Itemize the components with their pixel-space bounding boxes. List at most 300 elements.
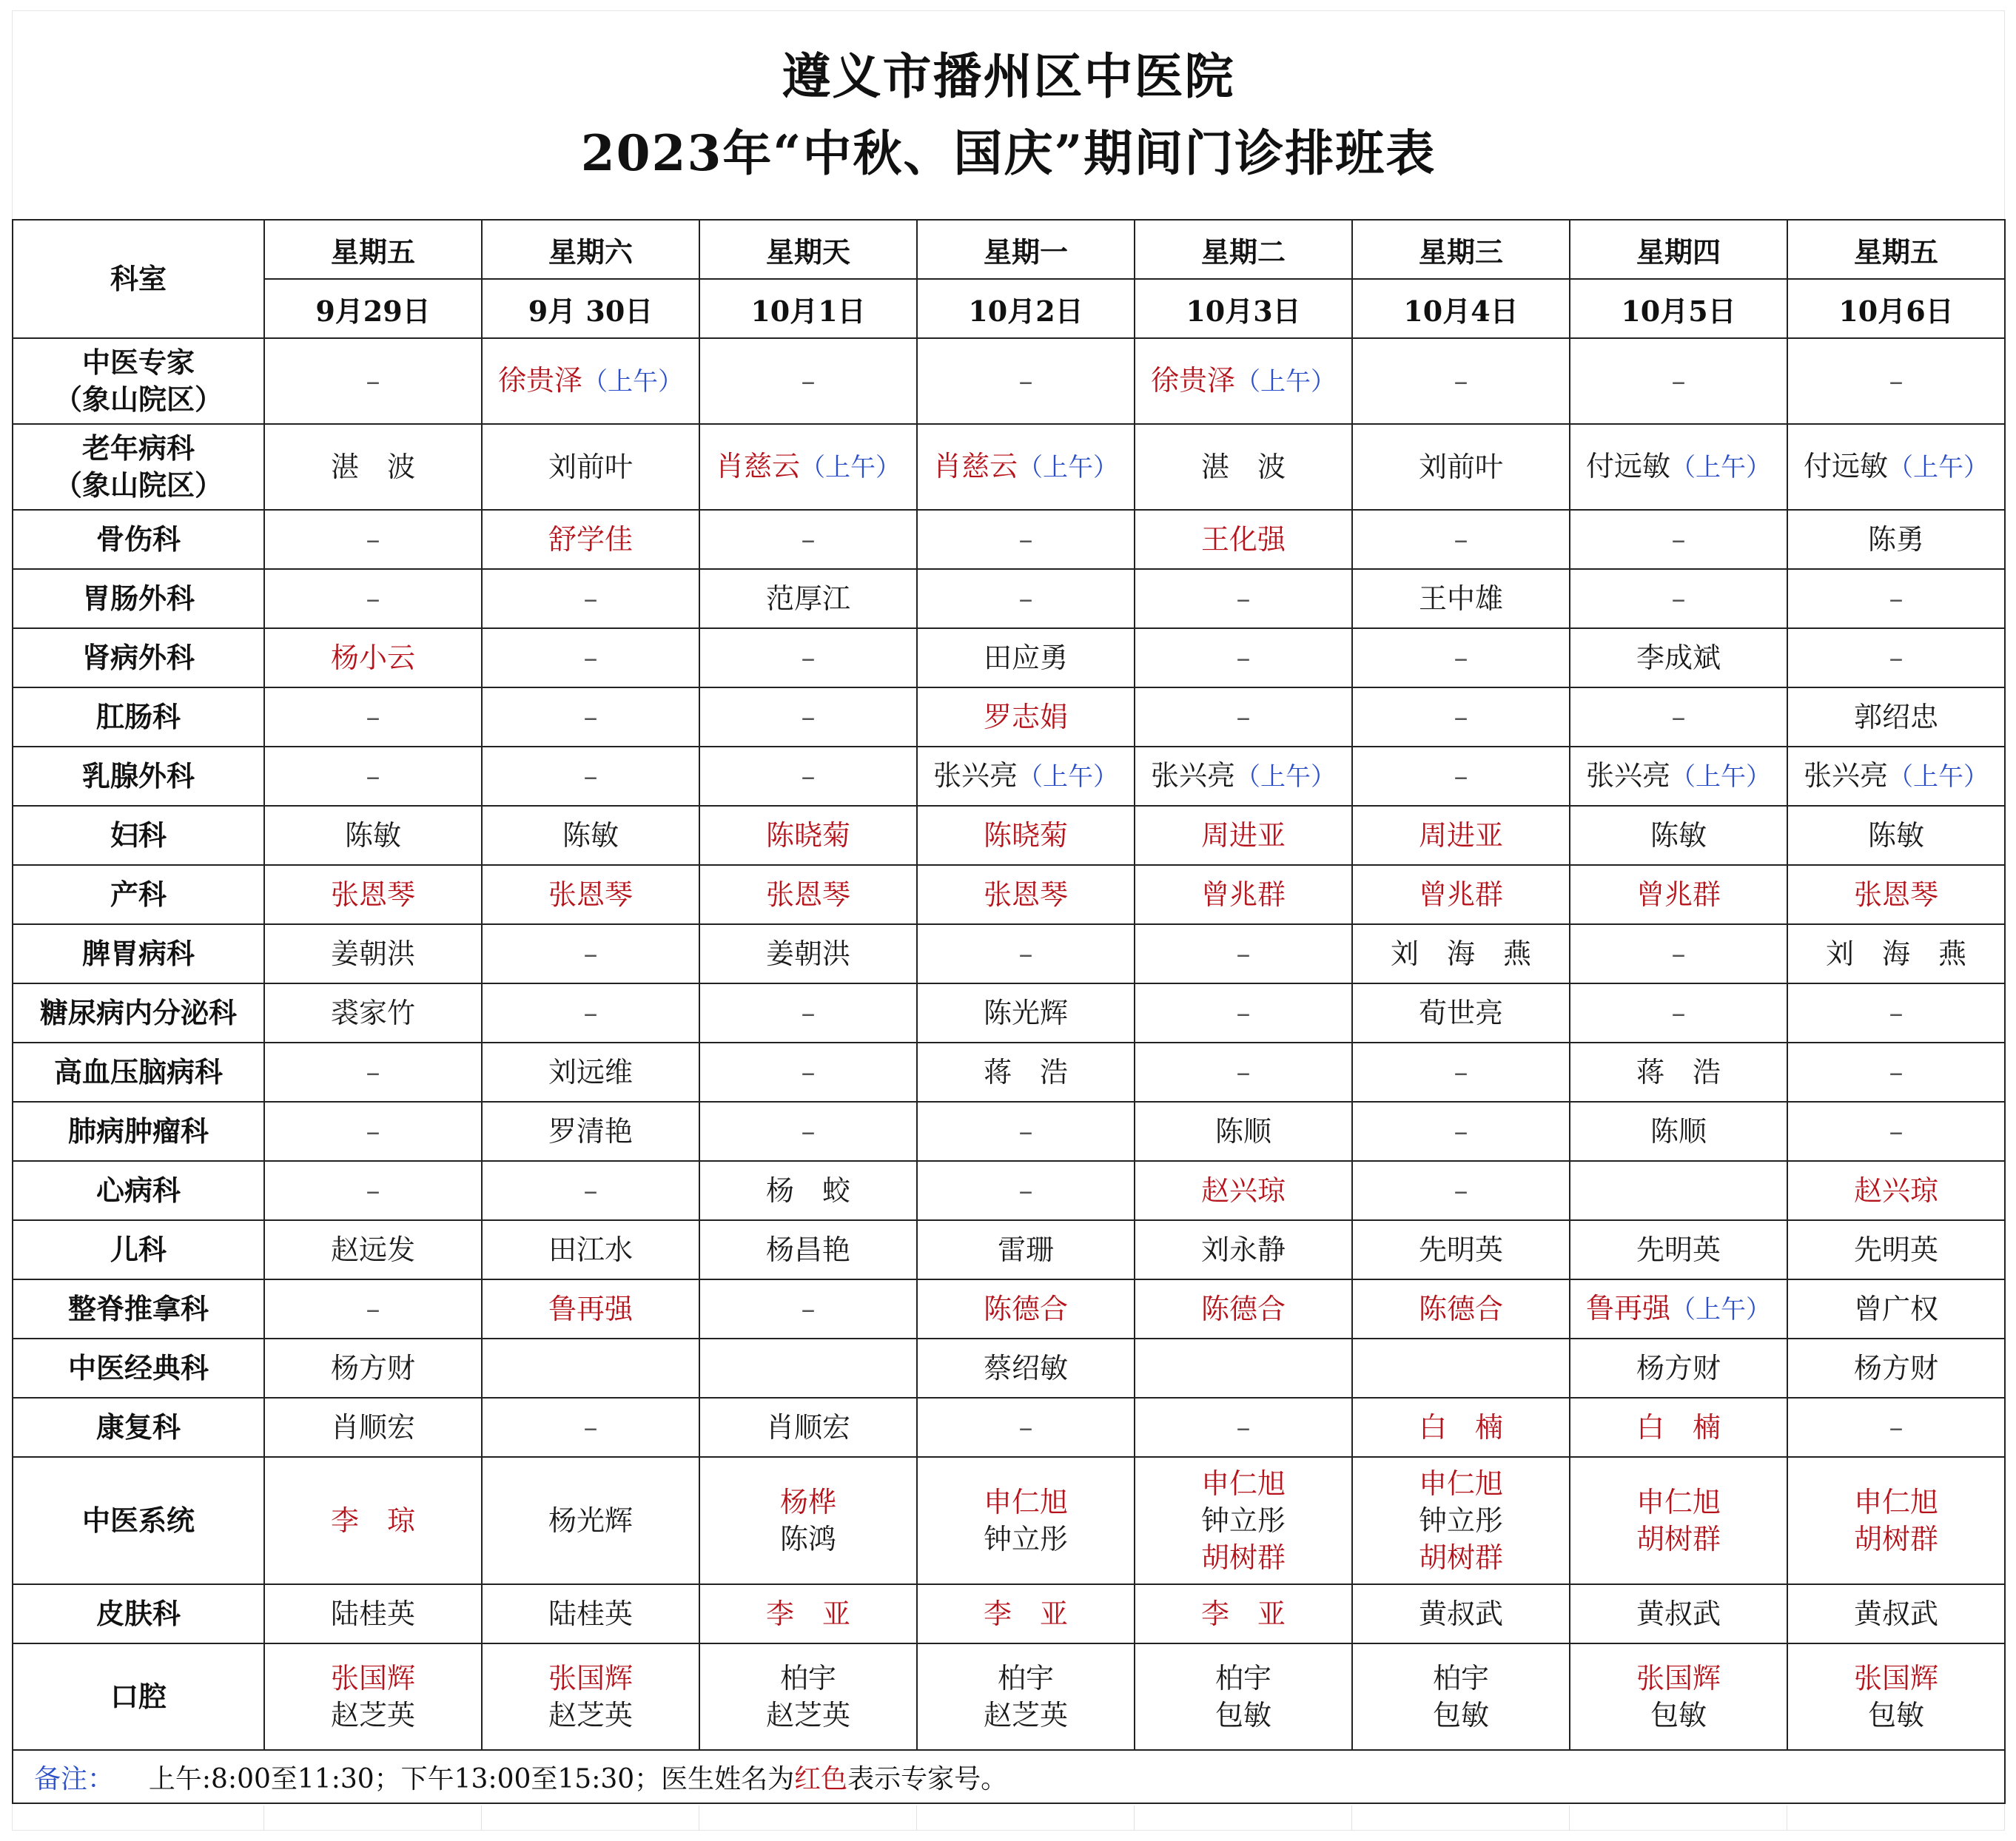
doctor-entry bbox=[1868, 521, 1924, 558]
schedule-cell[interactable] bbox=[482, 628, 699, 687]
schedule-cell[interactable] bbox=[1135, 747, 1352, 806]
schedule-cell[interactable] bbox=[699, 1220, 917, 1279]
schedule-cell[interactable] bbox=[1570, 1643, 1787, 1750]
schedule-cell[interactable] bbox=[1570, 806, 1787, 865]
schedule-cell[interactable] bbox=[917, 569, 1135, 628]
doctor-entry bbox=[331, 1350, 415, 1387]
schedule-cell[interactable] bbox=[917, 1220, 1135, 1279]
schedule-cell[interactable] bbox=[1787, 747, 2005, 806]
weekday-header[interactable]: 星期五 bbox=[264, 220, 482, 279]
schedule-cell[interactable] bbox=[482, 1161, 699, 1220]
schedule-cell[interactable] bbox=[699, 1102, 917, 1161]
schedule-cell[interactable] bbox=[1135, 1279, 1352, 1339]
doctor-entry bbox=[984, 639, 1068, 676]
schedule-cell[interactable] bbox=[482, 747, 699, 806]
doctor-name: 陆桂英 bbox=[330, 1598, 415, 1630]
doctor-name: 杨 蛟 bbox=[765, 1174, 850, 1207]
schedule-cell[interactable] bbox=[917, 510, 1135, 569]
schedule-cell[interactable] bbox=[1135, 865, 1352, 924]
no-clinic-dash: – bbox=[1018, 1174, 1033, 1207]
schedule-cell[interactable] bbox=[1787, 1220, 2005, 1279]
schedule-cell[interactable] bbox=[1787, 424, 2005, 510]
schedule-cell[interactable] bbox=[1352, 983, 1570, 1043]
schedule-cell[interactable] bbox=[917, 628, 1135, 687]
schedule-cell[interactable] bbox=[1352, 424, 1570, 510]
dept-cell[interactable] bbox=[13, 983, 264, 1043]
schedule-cell[interactable] bbox=[264, 865, 482, 924]
schedule-cell[interactable] bbox=[1135, 806, 1352, 865]
no-clinic-dash: – bbox=[1236, 997, 1251, 1029]
schedule-cell[interactable] bbox=[1135, 1220, 1352, 1279]
schedule-cell[interactable] bbox=[699, 687, 917, 747]
doctor-entry bbox=[1201, 817, 1286, 854]
doctor-entry bbox=[548, 1502, 633, 1539]
doctor-name: 申仁旭 bbox=[1636, 1486, 1721, 1518]
gridline bbox=[916, 1805, 917, 1831]
schedule-cell[interactable] bbox=[482, 1398, 699, 1457]
schedule-cell[interactable] bbox=[917, 747, 1135, 806]
weekday-header[interactable]: 星期三 bbox=[1352, 220, 1570, 279]
schedule-cell[interactable] bbox=[1787, 1584, 2005, 1643]
schedule-cell[interactable] bbox=[482, 1339, 699, 1398]
schedule-cell[interactable] bbox=[264, 1043, 482, 1102]
doctor-name: 曾兆群 bbox=[1636, 878, 1721, 911]
schedule-cell[interactable] bbox=[264, 424, 482, 510]
schedule-cell[interactable] bbox=[264, 687, 482, 747]
schedule-cell[interactable] bbox=[1787, 1643, 2005, 1750]
schedule-cell[interactable] bbox=[1570, 628, 1787, 687]
doctor-name: 陈敏 bbox=[344, 819, 401, 852]
schedule-cell[interactable] bbox=[482, 924, 699, 983]
remark-cell[interactable] bbox=[13, 1750, 2005, 1803]
schedule-cell[interactable] bbox=[699, 924, 917, 983]
schedule-cell[interactable] bbox=[1570, 924, 1787, 983]
schedule-cell[interactable] bbox=[264, 510, 482, 569]
schedule-cell[interactable] bbox=[1570, 1457, 1787, 1584]
doctor-name: 张国辉 bbox=[548, 1662, 633, 1694]
schedule-cell[interactable] bbox=[699, 510, 917, 569]
doctor-entry bbox=[1854, 1172, 1938, 1209]
dept-label: 中医专家 bbox=[81, 346, 195, 379]
schedule-cell[interactable] bbox=[1570, 1279, 1787, 1339]
schedule-cell[interactable] bbox=[1135, 510, 1352, 569]
doctor-entry bbox=[1237, 699, 1251, 736]
schedule-cell[interactable] bbox=[917, 1584, 1135, 1643]
schedule-cell[interactable] bbox=[917, 806, 1135, 865]
dept-cell[interactable] bbox=[13, 865, 264, 924]
doctor-entry bbox=[1636, 1054, 1721, 1091]
doctor-name: 陈顺 bbox=[1650, 1115, 1707, 1148]
no-clinic-dash: – bbox=[1454, 523, 1468, 556]
gridline bbox=[1351, 1805, 1352, 1831]
date-header[interactable]: 10月6日 bbox=[1787, 279, 2005, 338]
schedule-cell[interactable] bbox=[1570, 687, 1787, 747]
schedule-cell[interactable] bbox=[1352, 569, 1570, 628]
schedule-cell[interactable] bbox=[1787, 628, 2005, 687]
schedule-cell[interactable] bbox=[1570, 1584, 1787, 1643]
schedule-cell[interactable] bbox=[1352, 1220, 1570, 1279]
doctor-name: 姜朝洪 bbox=[330, 938, 415, 970]
schedule-cell[interactable] bbox=[1135, 983, 1352, 1043]
schedule-table bbox=[12, 219, 2006, 1804]
weekday-header[interactable]: 星期五 bbox=[1787, 220, 2005, 279]
doctor-entry bbox=[1854, 1660, 1938, 1697]
schedule-cell[interactable] bbox=[1352, 747, 1570, 806]
schedule-cell[interactable] bbox=[264, 983, 482, 1043]
schedule-cell[interactable] bbox=[699, 1643, 917, 1750]
schedule-cell[interactable] bbox=[1787, 1161, 2005, 1220]
dept-cell[interactable] bbox=[13, 1643, 264, 1750]
doctor-entry bbox=[780, 1660, 836, 1697]
doctor-name: 黄叔武 bbox=[1636, 1598, 1721, 1630]
doctor-entry bbox=[1889, 1054, 1904, 1091]
schedule-cell[interactable] bbox=[917, 1643, 1135, 1750]
doctor-entry bbox=[1215, 1660, 1271, 1697]
schedule-cell[interactable] bbox=[264, 569, 482, 628]
schedule-cell[interactable] bbox=[482, 1457, 699, 1584]
schedule-cell[interactable] bbox=[917, 1339, 1135, 1398]
dept-label: 皮肤科 bbox=[95, 1597, 181, 1630]
dept-cell[interactable] bbox=[13, 1161, 264, 1220]
schedule-cell[interactable] bbox=[264, 1457, 482, 1584]
no-clinic-dash: – bbox=[583, 760, 598, 792]
doctor-name: 张恩琴 bbox=[983, 878, 1068, 911]
schedule-cell[interactable] bbox=[917, 687, 1135, 747]
date-header[interactable]: 10月4日 bbox=[1352, 279, 1570, 338]
schedule-cell[interactable] bbox=[917, 424, 1135, 510]
schedule-cell[interactable] bbox=[482, 510, 699, 569]
doctor-entry bbox=[1201, 1290, 1286, 1327]
table-row bbox=[13, 747, 2005, 806]
schedule-cell[interactable] bbox=[1352, 628, 1570, 687]
schedule-cell[interactable] bbox=[1135, 338, 1352, 424]
schedule-cell[interactable] bbox=[699, 1339, 917, 1398]
schedule-cell[interactable] bbox=[1787, 338, 2005, 424]
schedule-cell[interactable] bbox=[1570, 983, 1787, 1043]
schedule-cell[interactable] bbox=[699, 424, 917, 510]
schedule-cell[interactable] bbox=[264, 1279, 482, 1339]
dept-label: 脾胃病科 bbox=[81, 937, 195, 970]
schedule-cell[interactable] bbox=[1787, 1043, 2005, 1102]
doctor-name: 鲁再强 bbox=[548, 1293, 633, 1325]
doctor-entry bbox=[1854, 1595, 1938, 1632]
schedule-cell[interactable] bbox=[264, 1398, 482, 1457]
schedule-cell[interactable] bbox=[699, 983, 917, 1043]
doctor-entry bbox=[998, 1660, 1054, 1697]
schedule-cell[interactable] bbox=[1352, 1161, 1570, 1220]
schedule-cell[interactable] bbox=[1135, 1457, 1352, 1584]
doctor-entry bbox=[1672, 363, 1686, 400]
dept-label: 乳腺外科 bbox=[81, 759, 195, 792]
schedule-cell[interactable] bbox=[482, 1643, 699, 1750]
schedule-cell[interactable] bbox=[1352, 510, 1570, 569]
doctor-entry bbox=[933, 757, 1118, 795]
dept-cell[interactable] bbox=[13, 1339, 264, 1398]
no-clinic-dash: – bbox=[801, 701, 816, 733]
doctor-name: 黄叔武 bbox=[1418, 1598, 1503, 1630]
dept-cell[interactable] bbox=[13, 1279, 264, 1339]
schedule-cell[interactable] bbox=[482, 687, 699, 747]
doctor-entry bbox=[1636, 1595, 1721, 1632]
doctor-name: 刘永静 bbox=[1200, 1233, 1286, 1266]
morning-only-note: （上午） bbox=[1018, 762, 1118, 792]
schedule-cell[interactable] bbox=[917, 1279, 1135, 1339]
schedule-cell[interactable] bbox=[1787, 865, 2005, 924]
date-header[interactable]: 10月1日 bbox=[699, 279, 917, 338]
doctor-entry bbox=[766, 1172, 850, 1209]
schedule-cell[interactable] bbox=[1570, 1043, 1787, 1102]
schedule-cell[interactable] bbox=[1352, 1043, 1570, 1102]
no-clinic-dash: – bbox=[801, 365, 816, 397]
schedule-cell[interactable] bbox=[699, 1457, 917, 1584]
schedule-cell[interactable] bbox=[1787, 924, 2005, 983]
doctor-name: 陈晓菊 bbox=[983, 819, 1068, 852]
schedule-cell[interactable] bbox=[699, 628, 917, 687]
schedule-cell[interactable] bbox=[1570, 865, 1787, 924]
weekday-header[interactable]: 星期四 bbox=[1570, 220, 1787, 279]
no-clinic-dash: – bbox=[1889, 1411, 1904, 1444]
doctor-entry bbox=[802, 1113, 816, 1150]
schedule-cell[interactable] bbox=[482, 1584, 699, 1643]
doctor-name: 赵兴琼 bbox=[1200, 1174, 1286, 1207]
schedule-cell[interactable] bbox=[1352, 1398, 1570, 1457]
doctor-name: 杨桦 bbox=[779, 1486, 836, 1518]
doctor-name: 申仁旭 bbox=[1853, 1486, 1938, 1518]
schedule-cell[interactable] bbox=[699, 1398, 917, 1457]
schedule-cell[interactable] bbox=[482, 806, 699, 865]
schedule-cell[interactable] bbox=[482, 865, 699, 924]
dept-cell[interactable] bbox=[13, 687, 264, 747]
schedule-cell[interactable] bbox=[264, 1584, 482, 1643]
schedule-cell[interactable] bbox=[1135, 1102, 1352, 1161]
doctor-entry bbox=[780, 1521, 836, 1558]
schedule-cell[interactable] bbox=[482, 338, 699, 424]
gridline bbox=[481, 1805, 482, 1831]
doctor-name: 姜朝洪 bbox=[765, 938, 850, 970]
schedule-cell[interactable] bbox=[1570, 338, 1787, 424]
schedule-cell[interactable] bbox=[1135, 924, 1352, 983]
doctor-name: 陈勇 bbox=[1867, 523, 1924, 556]
doctor-entry bbox=[984, 1595, 1068, 1632]
doctor-name: 郭绍忠 bbox=[1853, 701, 1938, 733]
schedule-cell[interactable] bbox=[1570, 1398, 1787, 1457]
table-row bbox=[13, 1584, 2005, 1643]
no-clinic-dash: – bbox=[801, 1293, 816, 1325]
dept-cell[interactable] bbox=[13, 569, 264, 628]
doctor-entry bbox=[584, 994, 598, 1031]
schedule-cell[interactable] bbox=[1135, 1161, 1352, 1220]
schedule-cell[interactable] bbox=[1352, 1584, 1570, 1643]
schedule-cell[interactable] bbox=[1352, 865, 1570, 924]
date-header[interactable]: 10月2日 bbox=[917, 279, 1135, 338]
doctor-entry bbox=[766, 817, 850, 854]
no-clinic-dash: – bbox=[1454, 1056, 1468, 1088]
dept-cell[interactable] bbox=[13, 1220, 264, 1279]
schedule-cell[interactable] bbox=[264, 806, 482, 865]
schedule-cell[interactable] bbox=[1787, 510, 2005, 569]
schedule-cell[interactable] bbox=[917, 924, 1135, 983]
schedule-cell[interactable] bbox=[482, 1279, 699, 1339]
remark-text-end: 表示专家号。 bbox=[847, 1763, 1008, 1794]
morning-only-note: （上午） bbox=[1235, 762, 1336, 792]
no-clinic-dash: – bbox=[1889, 997, 1904, 1029]
dept-cell[interactable] bbox=[13, 924, 264, 983]
schedule-cell[interactable] bbox=[699, 1279, 917, 1339]
schedule-cell[interactable] bbox=[917, 1102, 1135, 1161]
schedule-cell[interactable] bbox=[264, 924, 482, 983]
schedule-cell[interactable] bbox=[1570, 424, 1787, 510]
dept-cell[interactable] bbox=[13, 510, 264, 569]
dept-cell[interactable] bbox=[13, 747, 264, 806]
dept-cell[interactable] bbox=[13, 338, 264, 424]
doctor-entry bbox=[1454, 1054, 1468, 1091]
date-header[interactable]: 9月29日 bbox=[264, 279, 482, 338]
schedule-cell[interactable] bbox=[1787, 569, 2005, 628]
schedule-cell[interactable] bbox=[1570, 747, 1787, 806]
schedule-cell[interactable] bbox=[264, 1102, 482, 1161]
doctor-name: 刘远维 bbox=[548, 1056, 633, 1088]
schedule-cell[interactable] bbox=[1352, 1279, 1570, 1339]
schedule-cell[interactable] bbox=[1352, 1643, 1570, 1750]
schedule-cell[interactable] bbox=[699, 806, 917, 865]
schedule-cell[interactable] bbox=[482, 983, 699, 1043]
schedule-cell[interactable] bbox=[917, 1398, 1135, 1457]
schedule-cell[interactable] bbox=[482, 424, 699, 510]
schedule-cell[interactable] bbox=[1352, 1457, 1570, 1584]
schedule-cell[interactable] bbox=[1787, 1398, 2005, 1457]
schedule-cell[interactable] bbox=[1787, 687, 2005, 747]
no-clinic-dash: – bbox=[1671, 938, 1686, 970]
schedule-cell[interactable] bbox=[917, 1043, 1135, 1102]
schedule-cell[interactable] bbox=[1352, 687, 1570, 747]
schedule-cell[interactable] bbox=[264, 1643, 482, 1750]
schedule-cell[interactable] bbox=[1787, 1102, 2005, 1161]
schedule-cell[interactable] bbox=[917, 338, 1135, 424]
dept-cell[interactable] bbox=[13, 1584, 264, 1643]
dept-cell[interactable] bbox=[13, 1102, 264, 1161]
schedule-cell[interactable] bbox=[1352, 1102, 1570, 1161]
doctor-entry bbox=[366, 1054, 380, 1091]
schedule-cell[interactable] bbox=[482, 1220, 699, 1279]
doctor-entry bbox=[548, 1113, 633, 1150]
schedule-cell[interactable] bbox=[1570, 1220, 1787, 1279]
dept-cell[interactable] bbox=[13, 628, 264, 687]
schedule-cell[interactable] bbox=[699, 1043, 917, 1102]
schedule-cell[interactable] bbox=[1787, 1457, 2005, 1584]
schedule-cell[interactable] bbox=[699, 865, 917, 924]
doctor-name: 张恩琴 bbox=[1853, 878, 1938, 911]
dept-cell[interactable] bbox=[13, 806, 264, 865]
schedule-cell[interactable] bbox=[1135, 424, 1352, 510]
dept-label: 肛肠科 bbox=[95, 700, 181, 733]
dept-cell[interactable] bbox=[13, 424, 264, 510]
schedule-cell[interactable] bbox=[1135, 569, 1352, 628]
schedule-cell[interactable] bbox=[699, 747, 917, 806]
doctor-entry bbox=[1636, 639, 1721, 676]
schedule-cell[interactable] bbox=[917, 865, 1135, 924]
weekday-header[interactable]: 星期天 bbox=[699, 220, 917, 279]
weekday-header[interactable]: 星期二 bbox=[1135, 220, 1352, 279]
schedule-cell[interactable] bbox=[1352, 338, 1570, 424]
schedule-cell[interactable] bbox=[1135, 1584, 1352, 1643]
date-header[interactable]: 9月 30日 bbox=[482, 279, 699, 338]
schedule-cell[interactable] bbox=[482, 1043, 699, 1102]
no-clinic-dash: – bbox=[366, 760, 380, 792]
schedule-cell[interactable] bbox=[1135, 1339, 1352, 1398]
doctor-entry bbox=[331, 994, 415, 1031]
schedule-cell[interactable] bbox=[264, 628, 482, 687]
dept-cell[interactable] bbox=[13, 1043, 264, 1102]
schedule-cell[interactable] bbox=[264, 338, 482, 424]
schedule-cell[interactable] bbox=[699, 1584, 917, 1643]
morning-only-note: （上午） bbox=[1670, 762, 1771, 792]
schedule-cell[interactable] bbox=[264, 747, 482, 806]
doctor-name: 包敏 bbox=[1214, 1699, 1271, 1731]
doctor-entry bbox=[1454, 363, 1468, 400]
schedule-cell[interactable] bbox=[1787, 1279, 2005, 1339]
schedule-cell[interactable] bbox=[264, 1220, 482, 1279]
doctor-entry bbox=[366, 1172, 380, 1209]
doctor-entry bbox=[498, 362, 683, 400]
schedule-cell[interactable] bbox=[1570, 510, 1787, 569]
schedule-cell[interactable] bbox=[1135, 687, 1352, 747]
doctor-entry bbox=[802, 363, 816, 400]
schedule-cell[interactable] bbox=[1135, 628, 1352, 687]
table-row bbox=[13, 924, 2005, 983]
doctor-entry bbox=[548, 876, 633, 913]
schedule-cell[interactable] bbox=[917, 1457, 1135, 1584]
dept-label: 儿科 bbox=[110, 1233, 167, 1266]
doctor-entry bbox=[331, 935, 415, 972]
doctor-entry bbox=[1586, 448, 1771, 486]
dept-cell[interactable] bbox=[13, 1398, 264, 1457]
schedule-cell[interactable] bbox=[917, 983, 1135, 1043]
date-header[interactable]: 10月5日 bbox=[1570, 279, 1787, 338]
doctor-name: 申仁旭 bbox=[1200, 1467, 1286, 1500]
schedule-cell[interactable] bbox=[1352, 924, 1570, 983]
doctor-entry bbox=[1672, 935, 1686, 972]
schedule-cell[interactable] bbox=[917, 1161, 1135, 1220]
schedule-cell[interactable] bbox=[1135, 1643, 1352, 1750]
weekday-header[interactable]: 星期六 bbox=[482, 220, 699, 279]
schedule-cell[interactable] bbox=[482, 1102, 699, 1161]
dept-cell[interactable] bbox=[13, 1457, 264, 1584]
schedule-cell[interactable] bbox=[699, 338, 917, 424]
schedule-cell[interactable] bbox=[1787, 1339, 2005, 1398]
schedule-cell[interactable] bbox=[1570, 1339, 1787, 1398]
schedule-cell[interactable] bbox=[1570, 569, 1787, 628]
schedule-cell[interactable] bbox=[1135, 1398, 1352, 1457]
doctor-name: 陈敏 bbox=[1650, 819, 1707, 852]
schedule-cell[interactable] bbox=[1787, 983, 2005, 1043]
schedule-cell[interactable] bbox=[1787, 806, 2005, 865]
schedule-cell[interactable] bbox=[1570, 1161, 1787, 1220]
schedule-cell[interactable] bbox=[1570, 1102, 1787, 1161]
schedule-cell[interactable] bbox=[482, 569, 699, 628]
schedule-cell[interactable] bbox=[264, 1161, 482, 1220]
schedule-cell[interactable] bbox=[699, 569, 917, 628]
weekday-header[interactable]: 星期一 bbox=[917, 220, 1135, 279]
doctor-entry bbox=[766, 876, 850, 913]
schedule-cell[interactable] bbox=[1352, 1339, 1570, 1398]
schedule-cell[interactable] bbox=[699, 1161, 917, 1220]
doctor-entry bbox=[584, 1172, 598, 1209]
schedule-cell[interactable] bbox=[1135, 1043, 1352, 1102]
schedule-cell[interactable] bbox=[1352, 806, 1570, 865]
doctor-name: 罗志娟 bbox=[983, 701, 1068, 733]
schedule-cell[interactable] bbox=[264, 1339, 482, 1398]
date-header[interactable]: 10月3日 bbox=[1135, 279, 1352, 338]
